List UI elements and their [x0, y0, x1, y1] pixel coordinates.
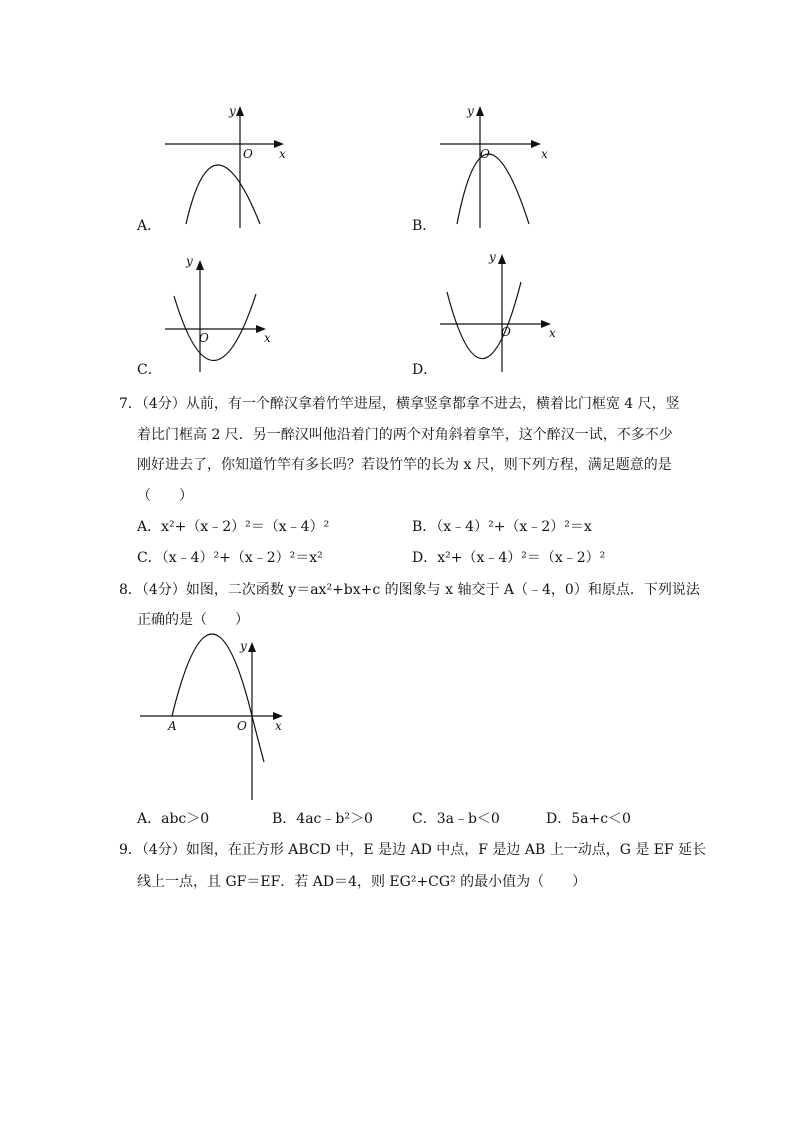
y-axis-arrow: [236, 106, 244, 116]
q8-option-b: B．4ac﹣b²＞0: [272, 811, 373, 827]
y-label: y: [467, 104, 474, 118]
q7-line3: 刚好进去了，你知道竹竿有多长吗？若设竹竿的长为 x 尺，则下列方程，满足题意的是: [137, 457, 672, 473]
graph-option-a: [160, 100, 300, 235]
q7-text-1: 从前，有一个醉汉拿着竹竿进屋，横拿竖拿都拿不进去，横着比门框宽 4 尺，竖: [185, 396, 680, 412]
origin-label: O: [480, 147, 490, 161]
option-c-letter: C．: [137, 362, 162, 378]
q9-score: （4分）: [141, 842, 186, 858]
q7-line1: [119, 394, 680, 414]
y-axis-arrow: [476, 106, 484, 116]
q8-option-c: C．3a﹣b＜0: [412, 811, 500, 827]
y-label: y: [229, 104, 236, 118]
y-axis-arrow: [248, 642, 256, 652]
graph-option-d: [435, 250, 575, 380]
origin-label: O: [237, 719, 247, 733]
q7-line2: 着比门框高 2 尺．另一醉汉叫他沿着门的两个对角斜着拿竿，这个醉汉一试，不多不少: [137, 427, 673, 443]
option-d-letter: D．: [412, 362, 438, 378]
x-label: x: [549, 326, 556, 340]
y-label: y: [489, 250, 496, 264]
q7-option-c: C．（x﹣4）²+（x﹣2）²＝x²: [137, 550, 323, 566]
q8-number: 8．: [119, 582, 142, 598]
x-label: x: [279, 147, 286, 161]
q7-score: （4分）: [141, 396, 186, 412]
parabola-curve: [447, 282, 521, 359]
x-axis-arrow: [531, 140, 541, 148]
y-axis-arrow: [498, 254, 506, 264]
graph-option-b: [435, 100, 575, 235]
q7-option-b: B．（x﹣4）²+（x﹣2）²＝x: [412, 519, 592, 535]
parabola-tail: [252, 716, 264, 762]
option-b-letter: B．: [412, 218, 437, 234]
y-label: y: [186, 254, 193, 268]
q8-line2: 正确的是（ ）: [137, 612, 249, 628]
q9-line2: 线上一点，且 GF＝EF．若 AD＝4，则 EG²+CG² 的最小值为（ ）: [137, 874, 587, 890]
q7-number: 7．: [119, 396, 142, 412]
q8-option-a: A．abc＞0: [137, 811, 210, 827]
q7-option-a: A．x²+（x﹣2）²＝（x﹣4）²: [137, 519, 330, 535]
graph-option-c: [160, 250, 300, 380]
parabola-curve: [186, 165, 260, 224]
q8-option-d: D．5a+c＜0: [546, 811, 631, 827]
x-label: x: [541, 147, 548, 161]
q7-answer-blank: （ ）: [137, 488, 193, 504]
parabola-curve: [457, 154, 529, 224]
q8-score: （4分）: [141, 582, 186, 598]
parabola-curve: [174, 294, 256, 361]
point-a-label: A: [168, 719, 177, 733]
x-label: x: [275, 719, 282, 733]
q7-option-d: D．x²+（x﹣4）²＝（x﹣2）²: [412, 550, 606, 566]
y-label: y: [240, 639, 247, 653]
q8-line1: [119, 580, 700, 600]
q9-number: 9．: [119, 842, 142, 858]
origin-label: O: [501, 325, 511, 339]
q9-line1: [119, 840, 706, 860]
y-axis-arrow: [196, 260, 204, 270]
origin-label: O: [199, 331, 209, 345]
q8-text-1: 如图，二次函数 y＝ax²+bx+c 的图象与 x 轴交于 A（﹣4，0）和原点．下列说法: [185, 582, 700, 598]
origin-label: O: [243, 147, 253, 161]
x-label: x: [264, 331, 271, 345]
q9-text-1: 如图，在正方形 ABCD 中，E 是边 AD 中点，F 是边 AB 上一动点，G 是 EF 延长: [185, 842, 707, 858]
q8-figure: [135, 632, 305, 807]
option-a-letter: A．: [137, 218, 162, 234]
